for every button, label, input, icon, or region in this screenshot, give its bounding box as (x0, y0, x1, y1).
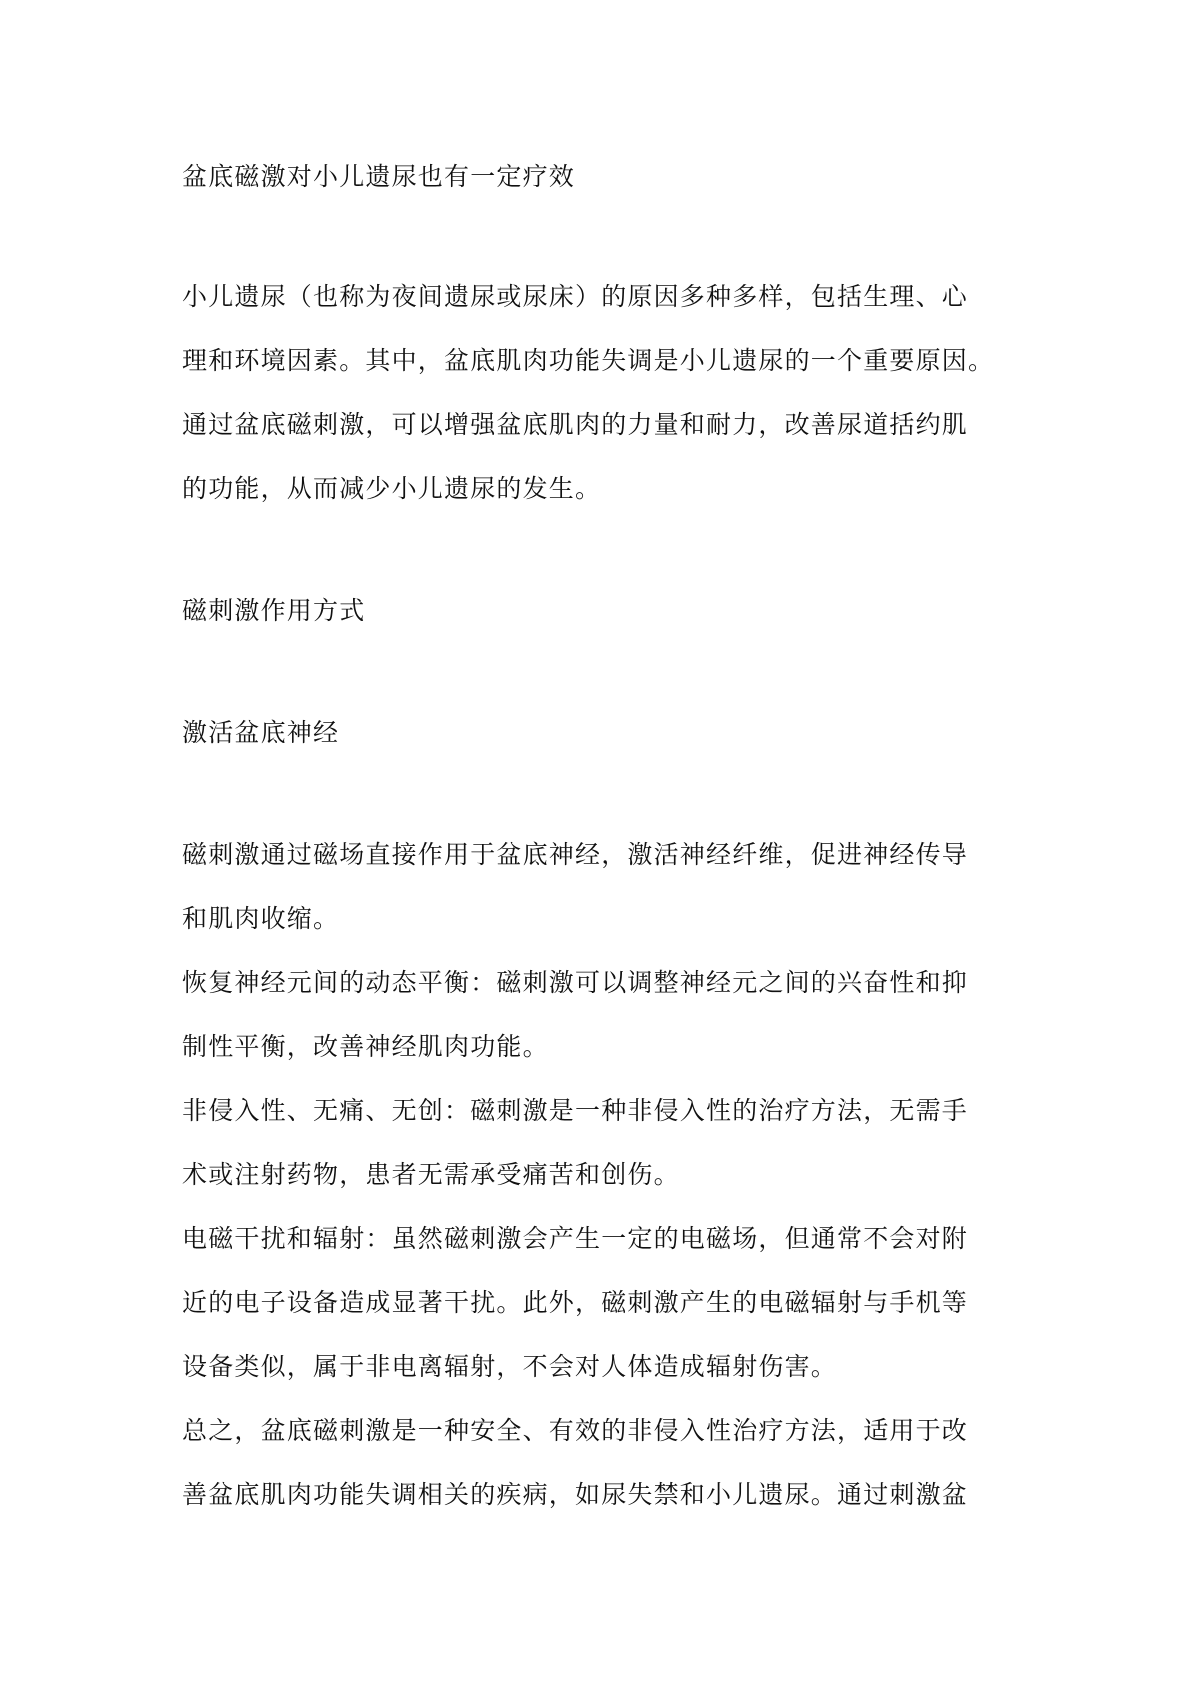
section-heading-bedwetting: 盆底磁激对小儿遗尿也有一定疗效 (182, 162, 576, 191)
text-line: 和肌肉收缩。 (182, 904, 340, 933)
text-line: 磁刺激通过磁场直接作用于盆底神经，激活神经纤维，促进神经传导 (182, 840, 969, 869)
text-line: 设备类似，属于非电离辐射，不会对人体造成辐射伤害。 (182, 1352, 838, 1381)
text-line: 非侵入性、无痛、无创：磁刺激是一种非侵入性的治疗方法，无需手 (182, 1096, 969, 1125)
paragraph-mechanism-details (182, 823, 1014, 1527)
text-line: 理和环境因素。其中，盆底肌肉功能失调是小儿遗尿的一个重要原因。 (182, 346, 995, 375)
text-line: 通过盆底磁刺激，可以增强盆底肌肉的力量和耐力，改善尿道括约肌 (182, 410, 969, 439)
text-line: 术或注射药物，患者无需承受痛苦和创伤。 (182, 1160, 680, 1189)
section-heading-activate-nerves: 激活盆底神经 (182, 718, 340, 747)
text-line: 制性平衡，改善神经肌肉功能。 (182, 1032, 549, 1061)
document-body (182, 145, 1014, 1527)
text-line: 善盆底肌肉功能失调相关的疾病，如尿失禁和小儿遗尿。通过刺激盆 (182, 1480, 969, 1509)
text-line: 小儿遗尿（也称为夜间遗尿或尿床）的原因多种多样，包括生理、心 (182, 282, 969, 311)
text-line: 恢复神经元间的动态平衡：磁刺激可以调整神经元之间的兴奋性和抑 (182, 968, 969, 997)
text-line: 电磁干扰和辐射：虽然磁刺激会产生一定的电磁场，但通常不会对附 (182, 1224, 969, 1253)
text-line: 总之，盆底磁刺激是一种安全、有效的非侵入性治疗方法，适用于改 (182, 1416, 969, 1445)
text-line: 近的电子设备造成显著干扰。此外，磁刺激产生的电磁辐射与手机等 (182, 1288, 969, 1317)
text-line: 的功能，从而减少小儿遗尿的发生。 (182, 474, 602, 503)
section-heading-mechanism: 磁刺激作用方式 (182, 596, 366, 625)
paragraph-bedwetting-causes (182, 265, 1014, 521)
